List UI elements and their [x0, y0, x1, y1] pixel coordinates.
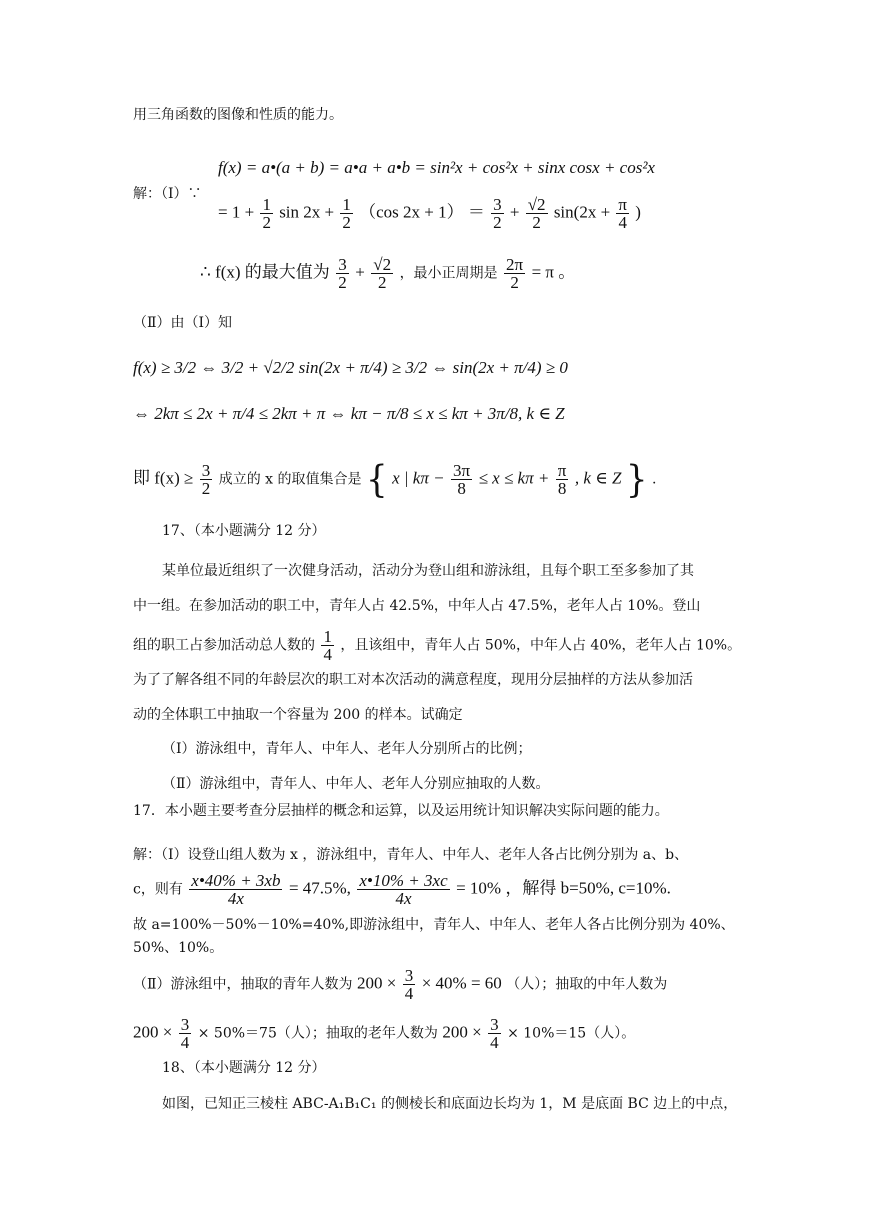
q17-solution: 50%、10%。: [133, 940, 224, 956]
fraction: $\frac{3}{4}$: [404, 966, 414, 1003]
q17-solution: 解：（Ⅰ）设登山组人数为 x ，游泳组中，青年人、中年人、老年人各占比例分别为 a、b、: [133, 847, 689, 863]
formula-fx-simplified: = 1 + $\frac{1}{2}$ sin 2x + $\frac{1}{2}$ （cos 2x + 1） ＝ $\frac{3}{2}$ + $\frac{√2}{2}$ sin(2x + $\frac{\pi}{4}$ ): [218, 195, 641, 232]
q17-para: 某单位最近组织了一次健身活动，活动分为登山组和游泳组，且每个职工至多参加了其: [162, 563, 694, 579]
fraction: $\frac{1}{2}$: [342, 195, 351, 232]
inequality-2: ⇔ 2kπ ≤ 2x + π/4 ≤ 2kπ + π ⇔ kπ − π/8 ≤ x ≤ kπ + 3π/8, k ∈ Z: [133, 404, 565, 423]
q17-item-2: （Ⅱ）游泳组中，青年人、中年人、老年人分别应抽取的人数。: [162, 776, 550, 792]
fraction: $\frac{√2}{2}$: [373, 255, 392, 292]
part2-label: （Ⅱ）由（Ⅰ）知: [133, 315, 233, 331]
q17-solution: 200 × $\frac{3}{4}$ × 50%＝75（人）；抽取的老年人数为 200 × $\frac{3}{4}$ × 10%＝15（人）。: [133, 1015, 636, 1052]
inequality-1: f(x) ≥ 3/2 ⇔ 3/2 + √2/2 sin(2x + π/4) ≥ 3/2 ⇔ sin(2x + π/4) ≥ 0: [133, 358, 568, 377]
q17-solution: 故 a=100%－50%－10%=40%,即游泳组中，青年人、中年人、老年人各占比例分别为 40%、: [133, 917, 735, 933]
q17-para: 动的全体职工中抽取一个容量为 200 的样本。试确定: [133, 707, 463, 723]
fraction: $\frac{\pi}{4}$: [618, 195, 627, 232]
q17-para: 为了了解各组不同的年龄层次的职工对本次活动的满意程度，现用分层抽样的方法从参加活: [133, 672, 693, 688]
fraction: $\frac{3\pi}{8}$: [453, 461, 471, 498]
formula-fx-expansion: f(x) = a•(a + b) = a•a + a•b = sin²x + cos²x + sinx cosx + cos²x: [218, 158, 655, 177]
fraction: $\frac{x•10\% + 3xc}{4x}$: [359, 871, 448, 908]
text-line: 用三角函数的图像和性质的能力。: [133, 107, 343, 123]
q17-para: 组的职工占参加活动总人数的 $\frac{1}{4}$ ，且该组中，青年人占 50%，中年人占 40%，老年人占 10%。: [133, 627, 742, 664]
fraction: $\frac{3}{2}$: [493, 195, 502, 232]
q17-solution: c，则有 $\frac{x•40\% + 3xb}{4x}$ = 47.5%, $\frac{x•10\% + 3xc}{4x}$ = 10% ，解得 b=50%, c=10%.: [133, 871, 671, 908]
fraction: $\frac{√2}{2}$: [527, 195, 546, 232]
fraction: $\frac{1}{4}$: [323, 627, 332, 664]
max-value-line: ∴ f(x) 的最大值为 $\frac{3}{2}$ + $\frac{√2}{2}$ ，最小正周期是 $\frac{2\pi}{2}$ = π 。: [200, 255, 576, 292]
fraction: $\frac{2\pi}{2}$: [506, 255, 524, 292]
fraction: $\frac{3}{4}$: [180, 1015, 190, 1052]
q18-para: 如图，已知正三棱柱 ABC-A₁B₁C₁ 的侧棱长和底面边长均为 1，M 是底面 BC 边上的中点，: [162, 1096, 738, 1112]
fraction: $\frac{1}{2}$: [262, 195, 271, 232]
q17-solution: （Ⅱ）游泳组中，抽取的青年人数为 200 × $\frac{3}{4}$ × 40% = 60 （人）；抽取的中年人数为: [133, 966, 668, 1003]
fraction: $\frac{3}{4}$: [490, 1015, 499, 1052]
solve-label: 解：（Ⅰ）∵: [133, 186, 202, 202]
fraction: $\frac{\pi}{8}$: [557, 461, 567, 498]
q17-para: 中一组。在参加活动的职工中，青年人占 42.5%，中年人占 47.5%，老年人占 10%。登山: [133, 598, 701, 614]
q18-header: 18、（本小题满分 12 分）: [162, 1060, 326, 1076]
q17-item-1: （Ⅰ）游泳组中，青年人、中年人、老年人分别所占的比例；: [162, 741, 532, 757]
fraction: $\frac{3}{2}$: [201, 461, 211, 498]
fraction: $\frac{3}{2}$: [338, 255, 347, 292]
q17-header: 17、（本小题满分 12 分）: [162, 523, 326, 539]
fraction: $\frac{x•40\% + 3xb}{4x}$: [191, 871, 281, 908]
q17-note: 17．本小题主要考查分层抽样的概念和运算，以及运用统计知识解决实际问题的能力。: [133, 803, 669, 819]
solution-set-line: 即 f(x) ≥ $\frac{3}{2}$ 成立的 x 的取值集合是 { x | kπ − $\frac{3\pi}{8}$ ≤ x ≤ kπ + $\frac{\pi}{8}$ , k ∈ Z } .: [133, 457, 657, 502]
